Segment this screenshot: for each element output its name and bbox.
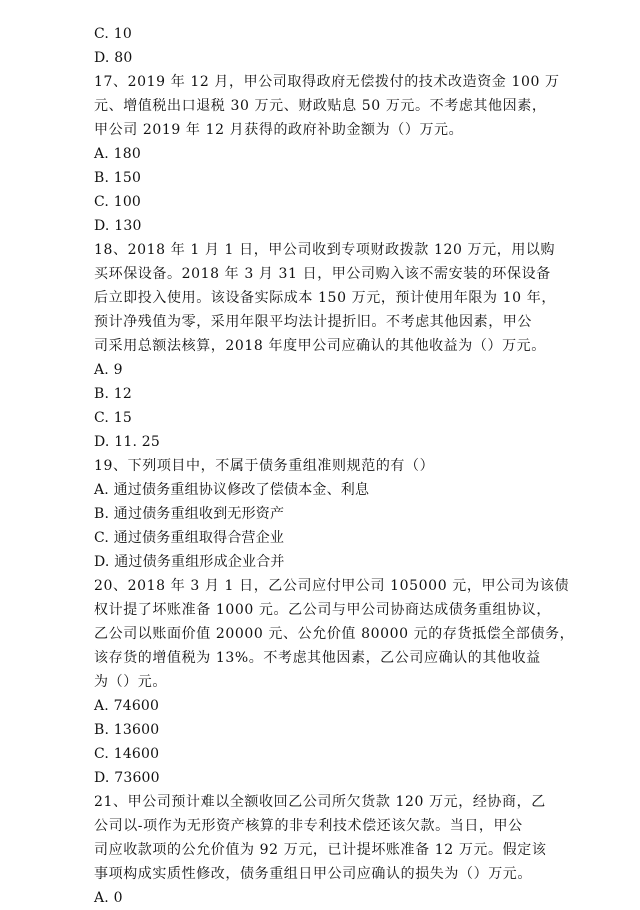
answer-option-line: C. 15 [94, 410, 132, 426]
answer-option-line: A. 9 [94, 362, 123, 378]
question-text-line: 公司以-项作为无形资产核算的非专利技术偿还该欠款。当日，甲公 [94, 818, 523, 834]
answer-option-line: A. 通过债务重组协议修改了偿债本金、利息 [94, 482, 370, 498]
answer-option-line: D. 通过债务重组形成企业合并 [94, 554, 285, 570]
question-text-line: 19、下列项目中，不属于债务重组准则规范的有（） [94, 458, 435, 474]
answer-option-line: D. 11. 25 [94, 434, 160, 450]
question-text-line: 18、2018 年 1 月 1 日，甲公司收到专项财政拨款 120 万元，用以购 [94, 242, 556, 258]
question-text-line: 元、增值税出口退税 30 万元、财政贴息 50 万元。不考虑其他因素， [94, 98, 547, 114]
question-text-line: 司采用总额法核算，2018 年度甲公司应确认的其他收益为（）万元。 [94, 338, 546, 354]
question-text-line: 乙公司以账面价值 20000 元、公允价值 80000 元的存货抵偿全部债务， [94, 626, 575, 642]
question-text-line: 为（）元。 [94, 674, 167, 690]
question-text-line: 该存货的增值税为 13%。不考虑其他因素，乙公司应确认的其他收益 [94, 650, 541, 666]
answer-option-line: B. 通过债务重组收到无形资产 [94, 506, 285, 522]
question-text-line: 21、甲公司预计难以全额收回乙公司所欠货款 120 万元，经协商，乙 [94, 794, 546, 810]
answer-option-line: C. 通过债务重组取得合营企业 [94, 530, 285, 546]
answer-option-line: D. 73600 [94, 770, 160, 786]
question-text-line: 甲公司 2019 年 12 月获得的政府补助金额为（）万元。 [94, 122, 464, 138]
question-text-line: 司应收款项的公允价值为 92 万元，已计提坏账准备 12 万元。假定该 [94, 842, 547, 858]
answer-option-line: C. 10 [94, 26, 132, 42]
question-text-line: 后立即投入使用。该设备实际成本 150 万元，预计使用年限为 10 年， [94, 290, 556, 306]
answer-option-line: A. 0 [94, 890, 123, 906]
document-page [94, 0, 575, 910]
answer-option-line: C. 100 [94, 194, 142, 210]
answer-option-line: A. 180 [94, 146, 141, 162]
answer-option-line: B. 12 [94, 386, 133, 402]
question-text-line: 事项构成实质性修改，债务重组日甲公司应确认的损失为（）万元。 [94, 866, 532, 882]
answer-option-line: C. 14600 [94, 746, 160, 762]
answer-option-line: A. 74600 [94, 698, 160, 714]
document-body [94, 22, 575, 910]
question-text-line: 买环保设备。2018 年 3 月 31 日，甲公司购入该不需安装的环保设备 [94, 266, 551, 282]
question-text-line: 17、2019 年 12 月，甲公司取得政府无偿拨付的技术改造资金 100 万 [94, 74, 560, 90]
answer-option-line: D. 130 [94, 218, 142, 234]
top-margin [94, 0, 554, 22]
answer-option-line: B. 13600 [94, 722, 160, 738]
question-text-line: 20、2018 年 3 月 1 日，乙公司应付甲公司 105000 元，甲公司为该债 [94, 578, 570, 594]
answer-option-line: D. 80 [94, 50, 133, 66]
question-text-line: 预计净残值为零，采用年限平均法计提折旧。不考虑其他因素，甲公 [94, 314, 532, 330]
question-text-line: 权计提了坏账准备 1000 元。乙公司与甲公司协商达成债务重组协议， [94, 602, 551, 618]
answer-option-line: B. 150 [94, 170, 142, 186]
